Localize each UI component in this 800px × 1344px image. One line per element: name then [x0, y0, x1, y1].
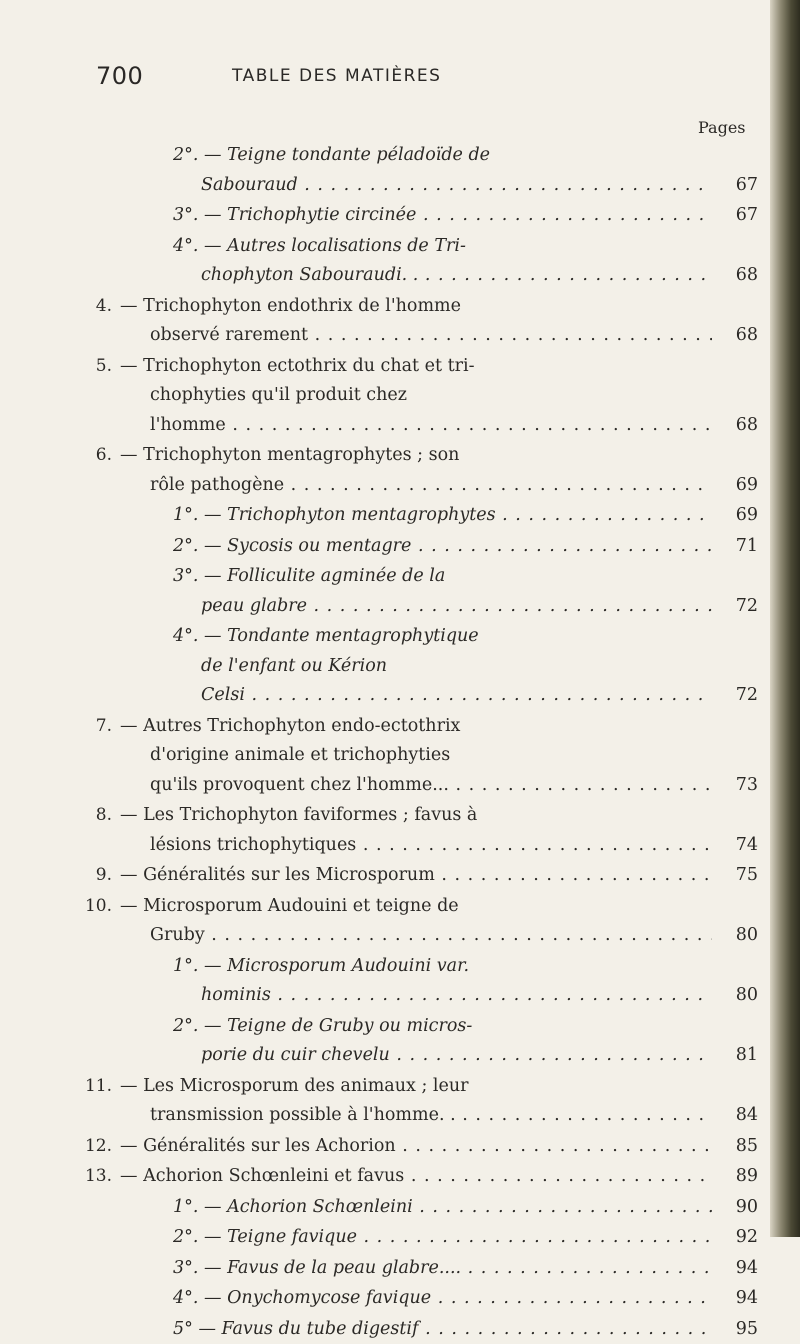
toc-entry-text-line: — Les Trichophyton faviformes ; favus à	[120, 805, 478, 825]
toc-entry-text-line: 3°. — Trichophytie circinée . . .	[173, 200, 712, 230]
toc-entry	[0, 860, 800, 890]
toc-entry-text-line: 4°. — Autres localisations de Tri-	[173, 235, 466, 256]
toc-page-number: 85	[735, 1135, 758, 1156]
toc-entry-text-line: — Trichophyton endothrix de l'homme	[120, 295, 462, 316]
toc-entry-number: 9.	[95, 865, 112, 885]
toc-entry-text-line: 3°. — Favus de la peau glabre.... . . .	[173, 1253, 712, 1283]
toc-page-number: 94	[735, 1257, 758, 1278]
toc-entry-text-line: 3°. — Folliculite agminée de la	[173, 566, 446, 586]
toc-entry-number: 12.	[84, 1135, 112, 1156]
toc-entry-number: 10.	[84, 895, 112, 916]
toc-page-number: 80	[735, 985, 758, 1005]
toc-subentry	[0, 561, 800, 620]
toc-subentry	[0, 951, 800, 1010]
toc-page-number: 71	[735, 535, 758, 556]
toc-subentry	[0, 500, 800, 530]
toc-entry-number: 8.	[95, 805, 112, 825]
toc-entry-text-line: hominis . . .	[201, 980, 712, 1010]
toc-entry-text-line: l'homme . . .	[150, 410, 712, 440]
toc-page-number: 81	[735, 1045, 758, 1065]
toc-subentry	[0, 1192, 800, 1222]
toc-entry	[0, 1131, 800, 1161]
toc-page-number: 84	[735, 1105, 758, 1125]
table-of-contents	[0, 140, 800, 1339]
toc-entry-number: 4.	[95, 295, 112, 316]
toc-entry-text-line: — Achorion Schœnleini et favus . . .	[120, 1161, 712, 1191]
toc-entry-text-line: — Trichophyton mentagrophytes ; son	[120, 445, 460, 465]
toc-page-number: 75	[735, 865, 758, 885]
toc-entry	[0, 891, 800, 950]
toc-subentry	[0, 621, 800, 710]
toc-subentry	[0, 231, 800, 290]
toc-entry-text-line: — Généralités sur les Achorion . . .	[120, 1131, 712, 1161]
toc-page-number: 69	[735, 474, 758, 495]
toc-entry-number: 11.	[84, 1075, 112, 1096]
toc-entry-text-line: d'origine animale et trichophyties	[150, 745, 451, 765]
toc-entry	[0, 1071, 800, 1130]
toc-page-number: 95	[735, 1318, 758, 1339]
toc-entry-text-line: 1°. — Microsporum Audouini var.	[173, 955, 470, 976]
page-header	[0, 62, 800, 102]
toc-subentry	[0, 140, 800, 199]
toc-entry-number: 5.	[95, 355, 112, 376]
toc-entry	[0, 1161, 800, 1191]
toc-page-number: 80	[735, 925, 758, 945]
toc-entry-text-line: lésions trichophytiques . . .	[150, 830, 712, 860]
toc-entry-text-line: 2°. — Teigne tondante péladoïde de	[173, 145, 491, 165]
toc-entry-text-line: peau glabre . . .	[201, 591, 712, 621]
toc-entry-text-line: 2°. — Teigne de Gruby ou micros-	[173, 1015, 473, 1036]
toc-page-number: 67	[735, 205, 758, 225]
toc-entry-text-line: — Autres Trichophyton endo-ectothrix	[120, 715, 461, 736]
toc-entry-text-line: Sabouraud . . .	[201, 170, 712, 200]
toc-entry-number: 13.	[84, 1166, 112, 1186]
toc-page-number: 94	[735, 1288, 758, 1308]
toc-page-number: 68	[735, 265, 758, 285]
toc-page-number: 74	[735, 834, 758, 855]
toc-subentry	[0, 1011, 800, 1070]
toc-entry-text-line: de l'enfant ou Kérion	[201, 655, 388, 676]
toc-page-number: 92	[735, 1227, 758, 1247]
toc-page-number: 67	[735, 174, 758, 195]
toc-entry-text-line: 2°. — Teigne favique . . .	[173, 1222, 712, 1252]
toc-entry-number: 7.	[95, 715, 112, 736]
toc-page-number: 72	[735, 685, 758, 705]
toc-entry-text-line: 5° — Favus du tube digestif . . .	[173, 1314, 712, 1344]
toc-entry-text-line: 4°. — Tondante mentagrophytique	[173, 626, 479, 646]
running-title: TABLE DES MATIÈRES	[232, 66, 442, 86]
toc-page-number: 89	[735, 1166, 758, 1186]
toc-entry	[0, 800, 800, 859]
toc-entry-text-line: — Microsporum Audouini et teigne de	[120, 895, 459, 916]
toc-entry-text-line: observé rarement . . .	[150, 320, 712, 350]
toc-entry-text-line: chophyties qu'il produit chez	[150, 385, 407, 405]
toc-entry-text-line: 2°. — Sycosis ou mentagre . . .	[173, 531, 712, 561]
pages-column-label: Pages	[698, 118, 746, 137]
toc-entry-text-line: qu'ils provoquent chez l'homme... . . .	[150, 770, 712, 800]
toc-subentry	[0, 200, 800, 230]
toc-subentry	[0, 1283, 800, 1313]
toc-page-number: 90	[735, 1196, 758, 1217]
toc-entry	[0, 711, 800, 800]
toc-entry	[0, 440, 800, 499]
toc-entry-text-line: — Généralités sur les Microsporum . . .	[120, 860, 712, 890]
toc-page-number: 68	[735, 325, 758, 345]
toc-entry-text-line: chophyton Sabouraudi. . . . .	[201, 260, 712, 290]
toc-entry	[0, 291, 800, 350]
toc-entry-text-line: — Les Microsporum des animaux ; leur	[120, 1075, 469, 1096]
toc-entry-text-line: porie du cuir chevelu . . .	[201, 1040, 712, 1070]
toc-page-number: 72	[735, 595, 758, 616]
toc-entry	[0, 351, 800, 440]
toc-page-number: 68	[735, 414, 758, 435]
toc-entry-text-line: Gruby . . .	[150, 920, 712, 950]
page-number: 700	[96, 62, 144, 90]
toc-entry-text-line: rôle pathogène . . .	[150, 470, 712, 500]
toc-entry-text-line: transmission possible à l'homme. . . . .	[150, 1100, 712, 1130]
toc-page-number: 73	[735, 774, 758, 795]
toc-entry-text-line: — Trichophyton ectothrix du chat et tri-	[120, 355, 475, 376]
toc-subentry	[0, 531, 800, 561]
toc-page-number: 69	[735, 505, 758, 525]
toc-entry-text-line: 4°. — Onychomycose favique . . .	[173, 1283, 712, 1313]
toc-entry-text-line: 1°. — Achorion Schœnleini . . .	[173, 1192, 712, 1222]
toc-entry-text-line: 1°. — Trichophyton mentagrophytes . . .	[173, 500, 712, 530]
toc-entry-text-line: Celsi . . .	[201, 680, 712, 710]
toc-subentry	[0, 1314, 800, 1344]
toc-subentry	[0, 1253, 800, 1283]
toc-entry-number: 6.	[95, 445, 112, 465]
